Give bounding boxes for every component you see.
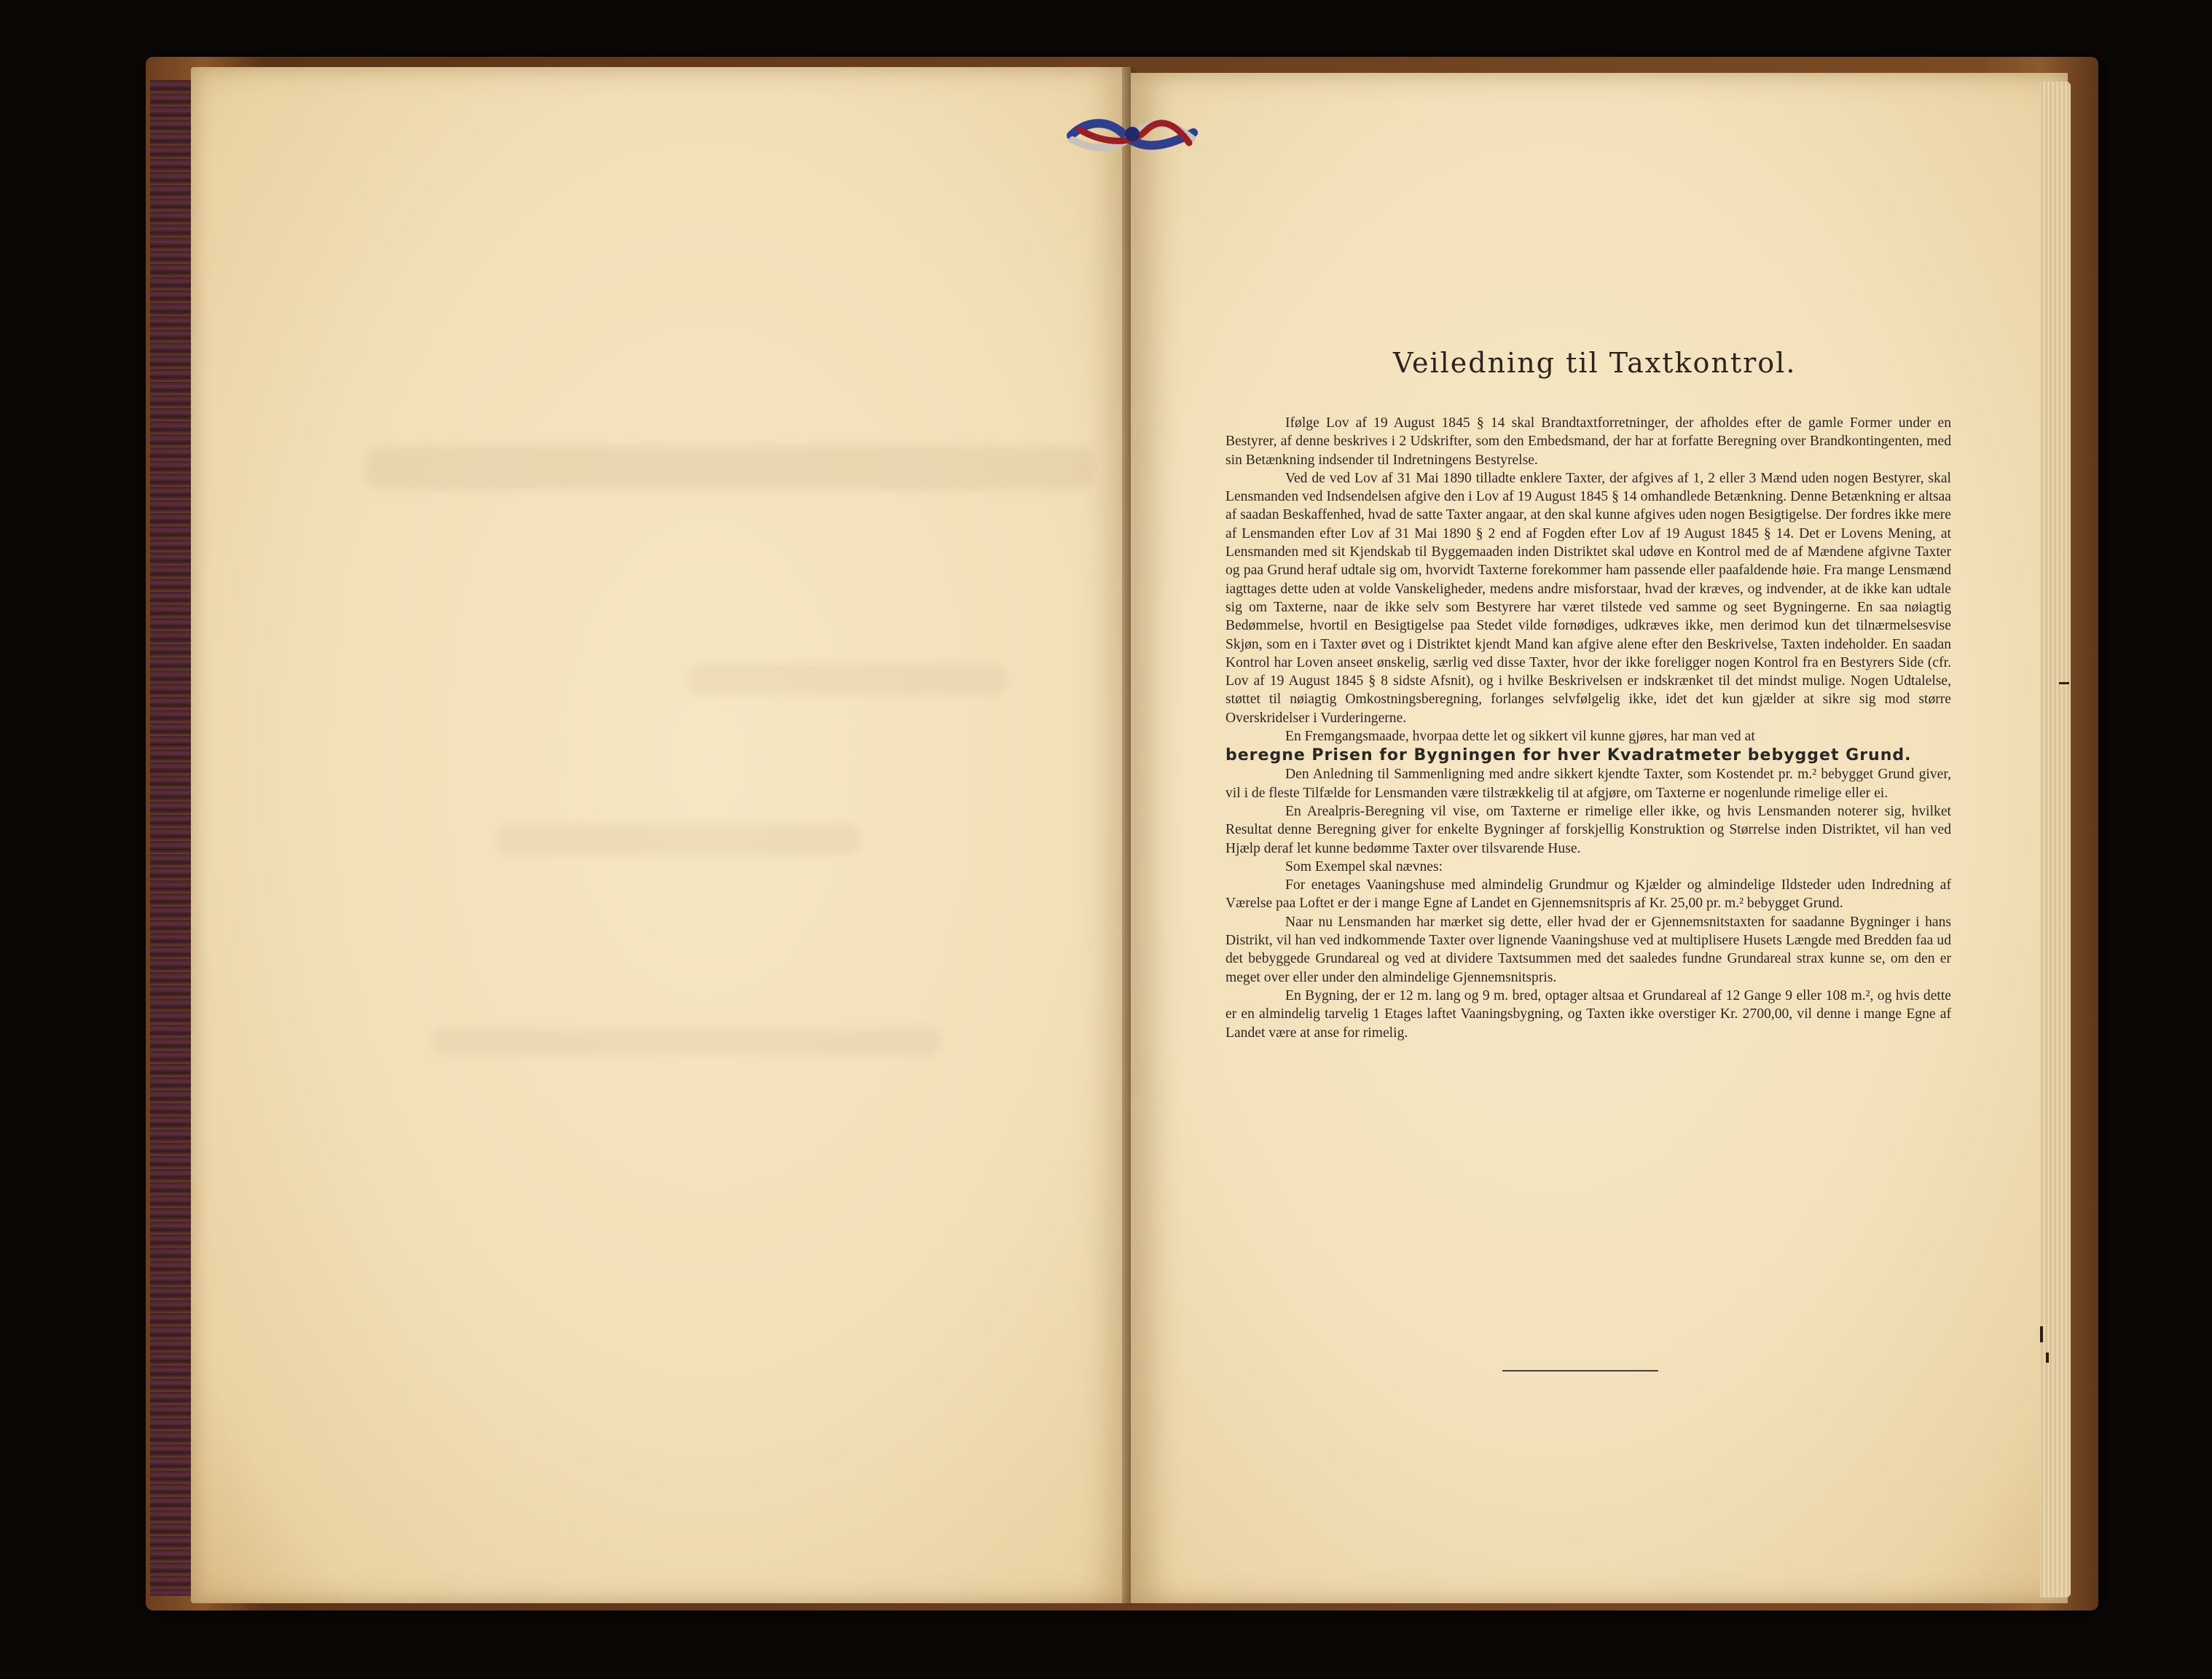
ink-mark xyxy=(2059,682,2069,684)
end-rule xyxy=(1502,1370,1658,1371)
document-title: Veiledning til Taxtkontrol. xyxy=(1393,347,1797,379)
show-through-ghost xyxy=(497,825,861,854)
paragraph: En Fremgangsmaade, hvorpaa dette let og sikkert vil kunne gjøres, har man ved at xyxy=(1285,729,1755,745)
show-through-ghost xyxy=(366,446,1094,490)
document-body xyxy=(1225,414,1951,1042)
show-through-ghost xyxy=(686,665,1007,694)
show-through-ghost xyxy=(431,1029,941,1054)
binding-thread-icon xyxy=(1065,114,1199,154)
paragraph: Som Exempel skal nævnes: xyxy=(1285,858,1443,874)
paragraph: En Arealpris-Beregning vil vise, om Taxterne er rimelige eller ikke, og hvis Lensmanden noterer sig, hvilket Resultat denne Beregning giver for enkelte Bygninger af forskjellig Konstruktion og Størrelse inden Distriktet, vil han ved Hjælp deraf let kunne bedømme Taxter over tilsvarende Huse. xyxy=(1225,803,1951,856)
paragraph-emphasis: beregne Prisen for Bygningen for hver Kvadratmeter bebygget Grund. xyxy=(1225,746,1912,765)
paragraph: Naar nu Lensmanden har mærket sig dette, eller hvad der er Gjennemsnitstaxten for saadanne Bygninger i hans Distrikt, vil han ved indkommende Taxter over lignende Vaaningshuse ved at multiplisere Husets Længde med Bredden faa ud det bebyggede Grundareal og ved at dividere Taxtsummen med det saaledes fundne Grundareal strax kunne se, om den er meget over eller under den almindelige Gjennemsnitspris. xyxy=(1225,914,1951,985)
paragraph: Ifølge Lov af 19 August 1845 § 14 skal Brandtaxtforretninger, der afholdes efter de gamle Former under en Bestyrer, af denne beskrives i 2 Udskrifter, som den Embedsmand, der har at forfatte Beregning over Brandkontingenten, med sin Betænkning indsender til Indretningens Bestyrelse. xyxy=(1225,415,1951,468)
paragraph: En Bygning, der er 12 m. lang og 9 m. bred, optager altsaa et Grundareal af 12 Gange 9 eller 108 m.², og hvis dette er en almindelig tarvelig 1 Etages laftet Vaaningsbygning, og Taxten ikke overstiger Kr. 2700,00, vil denne i mange Egne af Landet være at anse for rimelig. xyxy=(1225,987,1951,1041)
left-page xyxy=(191,67,1131,1603)
paragraph: Ved de ved Lov af 31 Mai 1890 tilladte enklere Taxter, der afgives af 1, 2 eller 3 Mænd uden nogen Bestyrer, skal Lensmanden ved Indsendelsen afgive den i Lov af 19 August 1845 § 14 omhandlede Betænkning. Denne Betænkning er altsaa af saadan Beskaffenhed, hvad de satte Taxter angaar, at den skal kunne afgives uden nogen Besigtigelse. Der fordres ikke mere af Lensmanden efter Lov af 31 Mai 1890 § 2 end af Fogden efter Lov af 19 August 1845 § 14. Det er Lovens Mening, at Lensmanden med sit Kjendskab til Byggemaaden inden Distriktet skal udøve en Kontrol med de af Mændene afgivne Taxter og paa Grund heraf udtale sig om, hvorvidt Taxterne forekommer ham passende eller paafaldende høie. Fra mange Lensmænd iagttages dette uden at volde Vanskeligheder, medens andre misforstaar, hvad der kræves, og indvender, at de ikke kan udtale sig om Taxterne, naar de ikke selv som Bestyrere har været tilstede ved samme og seet Bygningerne. En saa nøiagtig Bedømmelse, hvortil en Besigtigelse paa Stedet vilde fornødiges, udkræves ikke, men derimod kun det tilnærmelsesvise Skjøn, som en i Taxter øvet og i Distriktet kjendt Mand kan afgive alene efter den Beskrivelse, Taxten indeholder. En saadan Kontrol har Loven anseet ønskelig, særlig ved disse Taxter, hvor der ikke foreligger nogen Kontrol fra en Bestyrers Side (cfr. Lov af 19 August 1845 § 8 sidste Afsnit), og i hvilke Beskrivelsen er indskrænket til det mindst mulige. Nogen Udtalelse, støttet til nøiagtig Omkostningsberegning, forlanges selvfølgelig ikke, idet det kun gjælder at sikre sig mod større Overskridelser i Vurderingerne. xyxy=(1225,470,1951,726)
cover-marbled-edge xyxy=(150,80,194,1596)
ink-mark xyxy=(2046,1353,2049,1363)
page-stack-edge xyxy=(2040,82,2071,1597)
paragraph: Den Anledning til Sammenligning med andre sikkert kjendte Taxter, som Kostendet pr. m.² bebygget Grund giver, vil i de fleste Tilfælde for Lensmanden være tilstrækkelig til at afgjøre, om Taxterne er nogenlunde rimelige eller ei. xyxy=(1225,767,1951,801)
ink-mark xyxy=(2040,1326,2043,1342)
paragraph: For enetages Vaaningshuse med almindelig Grundmur og Kjælder og almindelige Ildsteder uden Indredning af Værelse paa Loftet er der i mange Egne af Landet en Gjennemsnitspris af Kr. 25,00 pr. m.² bebygget Grund. xyxy=(1225,877,1951,912)
